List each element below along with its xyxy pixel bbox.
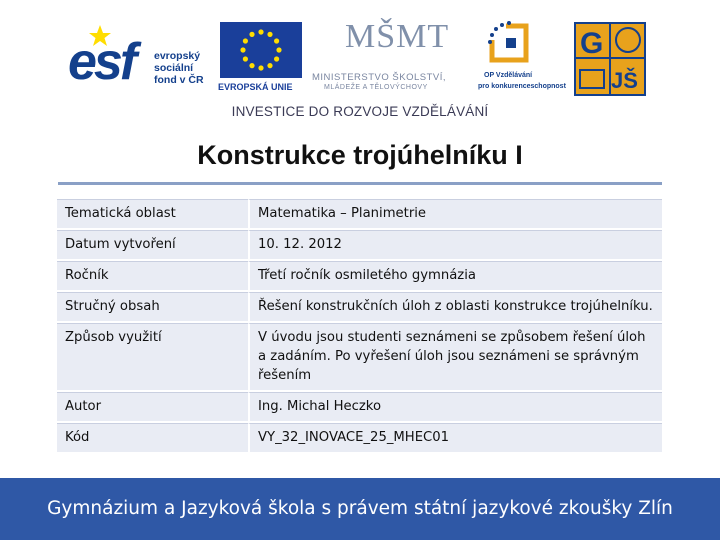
table-row (57, 230, 662, 259)
footer-school-name: Gymnázium a Jazyková škola s právem státní jazykové zkoušky Zlín (47, 498, 673, 519)
gjs-school-logo (574, 22, 646, 96)
op-logo (478, 20, 568, 98)
esf-caption-line: fond v ČR (154, 74, 204, 86)
row-label: Ročník (57, 261, 248, 290)
row-label: Stručný obsah (57, 292, 248, 321)
msmt-logo (312, 20, 462, 100)
esf-caption-line: sociální (154, 62, 194, 74)
row-value: VY_32_INOVACE_25_MHEC01 (248, 423, 662, 452)
op-caption-line1: OP Vzdělávání (484, 72, 533, 79)
investice-slogan: INVESTICE DO ROZVOJE VZDĚLÁVÁNÍ (231, 104, 489, 119)
eu-logo (218, 22, 308, 96)
row-value: V úvodu jsou studenti seznámeni se způsobem řešení úloh a zadáním. Po vyřešení úloh jsou seznámeni se správným řešením (248, 323, 662, 390)
row-value: 10. 12. 2012 (248, 230, 662, 259)
page-title: Konstrukce trojúhelníku I (197, 140, 523, 170)
table-row (57, 292, 662, 321)
esf-mark: esf (68, 33, 135, 91)
row-label: Způsob využití (57, 323, 248, 390)
msmt-caption-line1: MINISTERSTVO ŠKOLSTVÍ, (312, 72, 446, 83)
eu-flag-icon (220, 22, 302, 78)
gjs-crest-icon (574, 22, 646, 96)
gjs-top-letter: G (580, 27, 604, 60)
msmt-mark: MŠMT (345, 18, 450, 55)
title-divider (58, 182, 662, 185)
table-row (57, 261, 662, 290)
row-label: Datum vytvoření (57, 230, 248, 259)
metadata-table (57, 197, 662, 454)
eu-caption: EVROPSKÁ UNIE (218, 82, 293, 92)
row-label: Kód (57, 423, 248, 452)
gjs-bottom-letters: JŠ (611, 68, 638, 93)
row-value: Třetí ročník osmiletého gymnázia (248, 261, 662, 290)
esf-caption-line: evropský (154, 50, 201, 62)
row-value: Matematika – Planimetrie (248, 199, 662, 228)
table-row (57, 423, 662, 452)
footer-bar (0, 478, 720, 540)
table-row (57, 199, 662, 228)
row-label: Tematická oblast (57, 199, 248, 228)
row-value: Řešení konstrukčních úloh z oblasti konstrukce trojúhelníku. (248, 292, 662, 321)
op-caption-line2: pro konkurenceschopnost (478, 83, 566, 90)
table-row (57, 323, 662, 390)
op-arc-icon (486, 20, 536, 66)
esf-caption (154, 50, 204, 86)
esf-logo (68, 22, 208, 94)
row-label: Autor (57, 392, 248, 421)
table-row (57, 392, 662, 421)
msmt-caption-line2: MLÁDEŽE A TĚLOVÝCHOVY (324, 84, 428, 91)
logo-banner (0, 0, 720, 130)
row-value: Ing. Michal Heczko (248, 392, 662, 421)
